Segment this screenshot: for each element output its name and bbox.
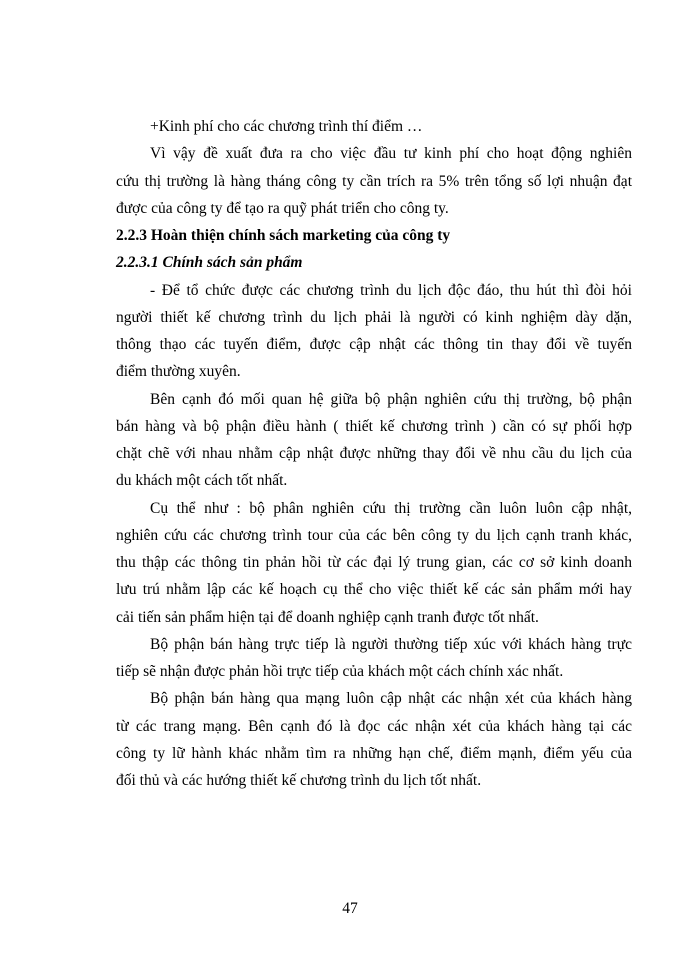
paragraph [116, 685, 632, 794]
text-line: Bên cạnh đó mối quan hệ giữa bộ phận nghiên cứu thị trường, bộ phận [150, 390, 632, 408]
text-line: điểm thường xuyên. [116, 363, 241, 381]
paragraph [116, 495, 632, 631]
text-line: cứu thị trường là hàng tháng công ty cần trích ra 5% trên tổng số lợi nhuận đạt [116, 172, 632, 190]
text-line: 2.2.3 Hoàn thiện chính sách marketing của công ty [116, 227, 451, 244]
text-line: thông thạo các tuyến điểm, được cập nhật các thông tin thay đổi về tuyến [116, 336, 632, 353]
text-line: Cụ thể như : bộ phân nghiên cứu thị trường cần luôn luôn cập nhật, [150, 499, 632, 517]
text-line: tiếp sẽ nhận được phản hồi trực tiếp của khách một cách chính xác nhất. [116, 663, 564, 680]
document-body [116, 113, 632, 794]
text-line: cải tiến sản phẩm hiện tại để doanh nghiệp cạnh tranh được tốt nhất. [116, 608, 539, 626]
text-line: Bộ phận bán hàng trực tiếp là người thường tiếp xúc với khách hàng trực [150, 635, 632, 653]
text-line: thu thập các thông tin phản hồi từ các đại lý trung gian, các cơ sở kinh doanh [116, 554, 632, 571]
text-line: được của công ty để tạo ra quỹ phát triển cho công ty. [116, 199, 449, 217]
section-heading [116, 222, 632, 249]
text-line: đối thủ và các hướng thiết kế chương trình du lịch tốt nhất. [116, 772, 482, 789]
text-line: nghiên cứu các chương trình tour của các bên công ty du lịch cạnh tranh khác, [116, 526, 632, 544]
text-line: bán hàng và bộ phận điều hành ( thiết kế chương trình ) cần có sự phối hợp [116, 417, 632, 435]
text-line: - Để tổ chức được các chương trình du lịch độc đáo, thu hút thì đòi hỏi [150, 281, 632, 299]
text-line: du khách một cách tốt nhất. [116, 472, 288, 490]
text-line: lưu trú nhằm lập các kế hoạch cụ thể cho việc thiết kế các sản phẩm mới hay [116, 581, 632, 599]
subsection-heading [116, 249, 632, 276]
paragraph [116, 140, 632, 222]
text-line: 2.2.3.1 Chính sách sản phẩm [116, 254, 303, 272]
text-line: người thiết kế chương trình du lịch phải là người có kinh nghiệm dày dặn, [116, 308, 632, 326]
page-number: 47 [342, 900, 358, 917]
text-line: chặt chẽ với nhau nhằm cập nhật được những thay đổi về nhu cầu du lịch của [116, 445, 632, 462]
text-line: Vì vậy đề xuất đưa ra cho việc đầu tư kinh phí cho hoạt động nghiên [150, 145, 632, 163]
text-line: Bộ phận bán hàng qua mạng luôn cập nhật các nhận xét của khách hàng [150, 690, 632, 708]
paragraph [116, 631, 632, 686]
text-line: công ty lữ hành khác nhằm tìm ra những hạn chế, điểm mạnh, điểm yếu của [116, 744, 632, 762]
text-line: từ các trang mạng. Bên cạnh đó là đọc các nhận xét của khách hàng tại các [116, 717, 632, 735]
paragraph [116, 113, 632, 140]
paragraph [116, 277, 632, 386]
text-line: +Kinh phí cho các chương trình thí điểm … [150, 118, 423, 135]
paragraph [116, 386, 632, 495]
